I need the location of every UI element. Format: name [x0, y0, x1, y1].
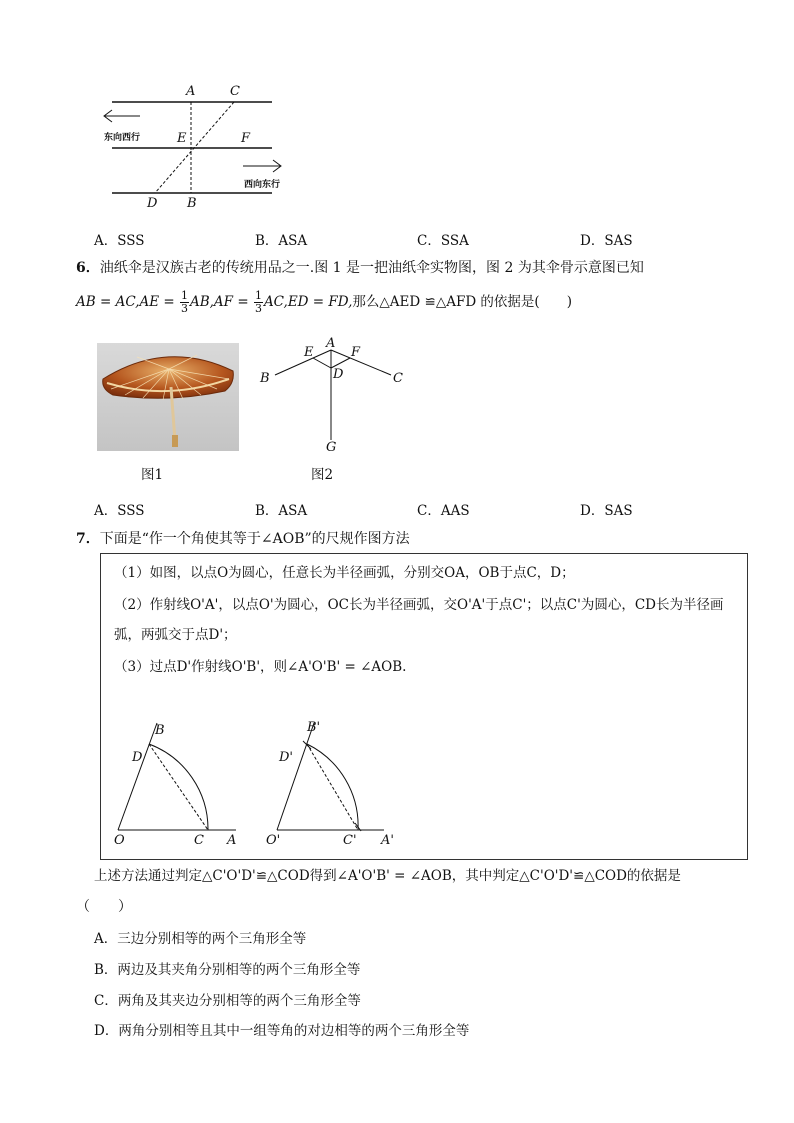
right-label-o: O': [266, 833, 281, 848]
right-label-b: B': [307, 720, 321, 735]
fraction-numerator: 1: [254, 289, 262, 302]
q6-line2-a: AB = AC,AE =: [76, 294, 179, 310]
q7-conclusion: 上述方法通过判定△C'O'D'≌△COD得到∠A'O'B' = ∠AOB，其中判定△C'O'D'≌△COD的依据是: [94, 868, 681, 884]
q6-fraction-2: [254, 290, 263, 315]
left-label-d: D: [132, 750, 143, 765]
angle-aob-figure: [111, 719, 251, 837]
q5-option-d[interactable]: D．SAS: [580, 233, 633, 249]
q6-stem-line1: [76, 258, 644, 278]
right-label-a: A': [381, 833, 394, 848]
q5-option-b[interactable]: B．ASA: [255, 233, 308, 249]
left-label-o: O: [114, 833, 125, 848]
q7-answer-paren: （ ）: [76, 899, 132, 915]
fig2-label-g: G: [326, 440, 337, 455]
q5-option-c[interactable]: C．SSA: [417, 233, 469, 249]
fig1-caption: 图1: [141, 467, 164, 483]
fig2-label-b: B: [260, 371, 270, 386]
step-2b: 弧，两弧交于点D'；: [114, 627, 237, 643]
q7-stem-text: 下面是“作一个角使其等于∠AOB”的尺规作图方法: [99, 531, 410, 547]
fraction-denominator: 3: [254, 302, 262, 315]
fig2-label-a: A: [326, 336, 336, 351]
q6-fraction-1: [180, 290, 189, 315]
fig2-label-c: C: [393, 371, 403, 386]
left-label-c: C: [194, 833, 204, 848]
q7-stem: [76, 529, 410, 549]
fig2-label-d: D: [333, 367, 344, 382]
q5-label-b: B: [187, 196, 197, 211]
q5-arrow-left-text: 东向西行: [104, 133, 141, 143]
fig2-label-f: F: [351, 345, 361, 360]
q5-label-e: E: [177, 131, 187, 146]
arrow-left-icon: [104, 110, 140, 122]
q6-stem-line2: [76, 290, 572, 315]
arrow-right-icon: [243, 160, 281, 172]
step-2a: （2）作射线O'A'，以点O'为圆心，OC长为半径画弧，交O'A'于点C'；以点C'为圆心，CD长为半径画: [114, 597, 724, 613]
q7-number: 7．: [76, 531, 100, 547]
step-1: （1）如图，以点O为圆心，任意长为半径画弧，分别交OA，OB于点C，D；: [114, 565, 575, 581]
q6-option-a[interactable]: A．SSS: [94, 503, 145, 519]
right-label-c: C': [343, 833, 357, 848]
q6-line2-b: AB,AF =: [189, 294, 253, 310]
q5-label-f: F: [241, 131, 251, 146]
q5-option-a[interactable]: A．SSS: [94, 233, 145, 249]
construction-steps-box: [100, 553, 748, 860]
q5-arrow-right-text: 西向东行: [244, 180, 281, 190]
fraction-denominator: 3: [180, 302, 188, 315]
left-label-a: A: [227, 833, 237, 848]
q6-line2-c: AC,ED = FD,: [263, 294, 353, 310]
q6-number: 6．: [76, 260, 100, 276]
q7-option-b[interactable]: B．两边及其夹角分别相等的两个三角形全等: [94, 962, 361, 978]
q6-line1: 油纸伞是汉族古老的传统用品之一.图 1 是一把油纸伞实物图，图 2 为其伞骨示意图已知: [99, 260, 644, 276]
umbrella-photo: [97, 343, 239, 451]
q6-option-c[interactable]: C．AAS: [417, 503, 470, 519]
left-label-b: B: [155, 723, 165, 738]
q7-option-c[interactable]: C．两角及其夹边分别相等的两个三角形全等: [94, 993, 361, 1009]
right-label-d: D': [279, 750, 293, 765]
q6-line2-d: 那么△AED ≌△AFD 的依据是( ): [352, 294, 572, 310]
q7-option-a[interactable]: A．三边分别相等的两个三角形全等: [94, 931, 307, 947]
fig2-caption: 图2: [311, 467, 334, 483]
q6-option-d[interactable]: D．SAS: [580, 503, 633, 519]
fig2-label-e: E: [304, 345, 314, 360]
angle-a1o1b1-figure: [269, 719, 404, 837]
step-3: （3）过点D'作射线O'B'，则∠A'O'B' = ∠AOB.: [114, 659, 407, 675]
q7-option-d[interactable]: D．两角分别相等且其中一组等角的对边相等的两个三角形全等: [94, 1023, 470, 1039]
fraction-numerator: 1: [180, 289, 188, 302]
q5-label-d: D: [147, 196, 158, 211]
q5-label-c: C: [230, 84, 240, 99]
q6-option-b[interactable]: B．ASA: [255, 503, 308, 519]
q5-label-a: A: [186, 84, 196, 99]
